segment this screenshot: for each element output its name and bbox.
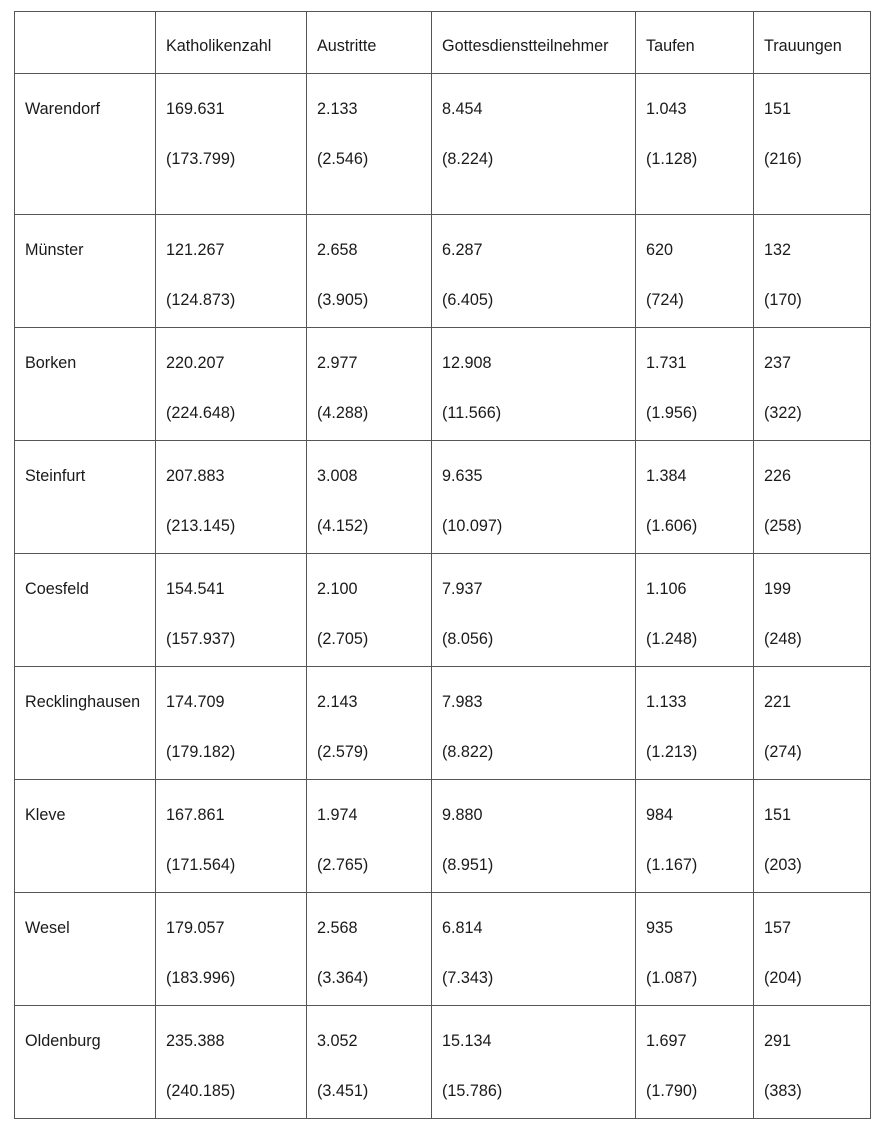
district-name-cell <box>15 441 156 554</box>
value-cell <box>156 328 307 441</box>
district-name: Warendorf <box>25 100 100 118</box>
value-cell <box>432 74 636 215</box>
value-cell <box>156 554 307 667</box>
value-cell <box>636 554 754 667</box>
value-cell <box>636 893 754 1006</box>
current-value: 226 <box>764 467 792 485</box>
previous-value: (1.956) <box>646 404 698 422</box>
current-value: 154.541 <box>166 580 225 598</box>
value-cell <box>432 328 636 441</box>
previous-value: (1.790) <box>646 1082 698 1100</box>
current-value: 2.100 <box>317 580 358 598</box>
previous-value: (8.822) <box>442 743 494 761</box>
current-value: 179.057 <box>166 919 225 937</box>
value-cell <box>754 441 871 554</box>
previous-value: (3.364) <box>317 969 369 987</box>
previous-value: (1.128) <box>646 150 698 168</box>
current-value: 7.983 <box>442 693 483 711</box>
current-value: 237 <box>764 354 792 372</box>
district-name-cell <box>15 74 156 215</box>
current-value: 1.731 <box>646 354 687 372</box>
previous-value: (8.224) <box>442 150 494 168</box>
previous-value: (1.213) <box>646 743 698 761</box>
previous-value: (1.087) <box>646 969 698 987</box>
table-row <box>15 441 871 554</box>
previous-value: (7.343) <box>442 969 494 987</box>
previous-value: (4.288) <box>317 404 369 422</box>
table-row <box>15 74 871 215</box>
current-value: 7.937 <box>442 580 483 598</box>
district-name: Coesfeld <box>25 580 89 598</box>
previous-value: (1.248) <box>646 630 698 648</box>
current-value: 2.977 <box>317 354 358 372</box>
value-cell <box>754 667 871 780</box>
header-cell-taufen <box>636 12 754 74</box>
table-row <box>15 893 871 1006</box>
previous-value: (322) <box>764 404 802 422</box>
current-value: 6.287 <box>442 241 483 259</box>
table-row <box>15 780 871 893</box>
value-cell <box>156 780 307 893</box>
value-cell <box>432 893 636 1006</box>
previous-value: (4.152) <box>317 517 369 535</box>
previous-value: (2.705) <box>317 630 369 648</box>
value-cell <box>636 215 754 328</box>
previous-value: (724) <box>646 291 684 309</box>
value-cell <box>432 780 636 893</box>
current-value: 2.568 <box>317 919 358 937</box>
value-cell <box>636 74 754 215</box>
district-name-cell <box>15 215 156 328</box>
previous-value: (240.185) <box>166 1082 236 1100</box>
district-name-cell <box>15 328 156 441</box>
table-row <box>15 1006 871 1119</box>
previous-value: (6.405) <box>442 291 494 309</box>
value-cell <box>307 328 432 441</box>
table-row <box>15 554 871 667</box>
previous-value: (213.145) <box>166 517 236 535</box>
value-cell <box>156 667 307 780</box>
current-value: 3.052 <box>317 1032 358 1050</box>
header-cell-austritte <box>307 12 432 74</box>
header-cell-katholikenzahl <box>156 12 307 74</box>
header-cell-trauungen <box>754 12 871 74</box>
header-cell-empty <box>15 12 156 74</box>
current-value: 220.207 <box>166 354 225 372</box>
current-value: 3.008 <box>317 467 358 485</box>
previous-value: (383) <box>764 1082 802 1100</box>
value-cell <box>432 215 636 328</box>
district-name-cell <box>15 1006 156 1119</box>
current-value: 169.631 <box>166 100 225 118</box>
district-name: Wesel <box>25 919 70 937</box>
current-value: 1.697 <box>646 1032 687 1050</box>
previous-value: (8.056) <box>442 630 494 648</box>
previous-value: (179.182) <box>166 743 236 761</box>
district-name-cell <box>15 554 156 667</box>
current-value: 620 <box>646 241 674 259</box>
header-label <box>15 12 155 37</box>
header-label: Gottesdienstteilnehmer <box>442 37 609 55</box>
district-name: Recklinghausen <box>25 693 141 711</box>
current-value: 15.134 <box>442 1032 492 1050</box>
value-cell <box>636 667 754 780</box>
current-value: 2.658 <box>317 241 358 259</box>
value-cell <box>432 667 636 780</box>
value-cell <box>754 780 871 893</box>
current-value: 1.384 <box>646 467 687 485</box>
current-value: 935 <box>646 919 674 937</box>
value-cell <box>432 554 636 667</box>
previous-value: (3.451) <box>317 1082 369 1100</box>
district-name: Borken <box>25 354 77 372</box>
current-value: 207.883 <box>166 467 225 485</box>
previous-value: (171.564) <box>166 856 236 874</box>
value-cell <box>636 328 754 441</box>
current-value: 1.043 <box>646 100 687 118</box>
value-cell <box>754 1006 871 1119</box>
current-value: 157 <box>764 919 792 937</box>
district-name: Münster <box>25 241 84 259</box>
table-row <box>15 667 871 780</box>
current-value: 984 <box>646 806 674 824</box>
previous-value: (15.786) <box>442 1082 503 1100</box>
value-cell <box>307 1006 432 1119</box>
current-value: 174.709 <box>166 693 225 711</box>
previous-value: (157.937) <box>166 630 236 648</box>
previous-value: (10.097) <box>442 517 503 535</box>
header-cell-gottesdienstteilnehmer <box>432 12 636 74</box>
value-cell <box>156 441 307 554</box>
value-cell <box>156 215 307 328</box>
previous-value: (204) <box>764 969 802 987</box>
value-cell <box>636 1006 754 1119</box>
current-value: 6.814 <box>442 919 483 937</box>
current-value: 199 <box>764 580 792 598</box>
current-value: 1.974 <box>317 806 358 824</box>
previous-value: (11.566) <box>442 404 502 422</box>
value-cell <box>156 1006 307 1119</box>
table-row <box>15 328 871 441</box>
value-cell <box>754 74 871 215</box>
current-value: 167.861 <box>166 806 225 824</box>
value-cell <box>432 1006 636 1119</box>
header-row <box>15 12 871 74</box>
value-cell <box>307 893 432 1006</box>
district-name-cell <box>15 667 156 780</box>
previous-value: (173.799) <box>166 150 236 168</box>
value-cell <box>432 441 636 554</box>
previous-value: (258) <box>764 517 802 535</box>
previous-value: (274) <box>764 743 802 761</box>
previous-value: (124.873) <box>166 291 236 309</box>
value-cell <box>307 667 432 780</box>
value-cell <box>636 441 754 554</box>
current-value: 221 <box>764 693 792 711</box>
value-cell <box>754 893 871 1006</box>
header-label: Katholikenzahl <box>166 37 272 55</box>
value-cell <box>307 215 432 328</box>
header-label: Austritte <box>317 37 377 55</box>
previous-value: (203) <box>764 856 802 874</box>
district-name-cell <box>15 780 156 893</box>
district-name-cell <box>15 893 156 1006</box>
current-value: 151 <box>764 806 792 824</box>
current-value: 2.143 <box>317 693 358 711</box>
previous-value: (3.905) <box>317 291 369 309</box>
table-row <box>15 215 871 328</box>
previous-value: (1.167) <box>646 856 698 874</box>
district-name: Oldenburg <box>25 1032 101 1050</box>
value-cell <box>307 554 432 667</box>
current-value: 1.106 <box>646 580 687 598</box>
previous-value: (248) <box>764 630 802 648</box>
district-name: Kleve <box>25 806 66 824</box>
previous-value: (216) <box>764 150 802 168</box>
previous-value: (224.648) <box>166 404 236 422</box>
current-value: 151 <box>764 100 792 118</box>
value-cell <box>754 328 871 441</box>
value-cell <box>636 780 754 893</box>
current-value: 132 <box>764 241 792 259</box>
current-value: 12.908 <box>442 354 492 372</box>
statistics-table <box>14 11 871 1119</box>
value-cell <box>307 441 432 554</box>
current-value: 235.388 <box>166 1032 225 1050</box>
value-cell <box>307 74 432 215</box>
value-cell <box>754 215 871 328</box>
table-body <box>15 12 871 1119</box>
previous-value: (2.546) <box>317 150 369 168</box>
previous-value: (183.996) <box>166 969 236 987</box>
value-cell <box>156 893 307 1006</box>
value-cell <box>156 74 307 215</box>
previous-value: (8.951) <box>442 856 494 874</box>
current-value: 9.880 <box>442 806 483 824</box>
previous-value: (2.765) <box>317 856 369 874</box>
value-cell <box>307 780 432 893</box>
current-value: 9.635 <box>442 467 483 485</box>
header-label: Taufen <box>646 37 695 55</box>
current-value: 2.133 <box>317 100 358 118</box>
current-value: 291 <box>764 1032 792 1050</box>
district-name: Steinfurt <box>25 467 86 485</box>
current-value: 1.133 <box>646 693 687 711</box>
value-cell <box>754 554 871 667</box>
previous-value: (2.579) <box>317 743 369 761</box>
previous-value: (1.606) <box>646 517 698 535</box>
current-value: 8.454 <box>442 100 483 118</box>
previous-value: (170) <box>764 291 802 309</box>
header-label: Trauungen <box>764 37 842 55</box>
current-value: 121.267 <box>166 241 225 259</box>
